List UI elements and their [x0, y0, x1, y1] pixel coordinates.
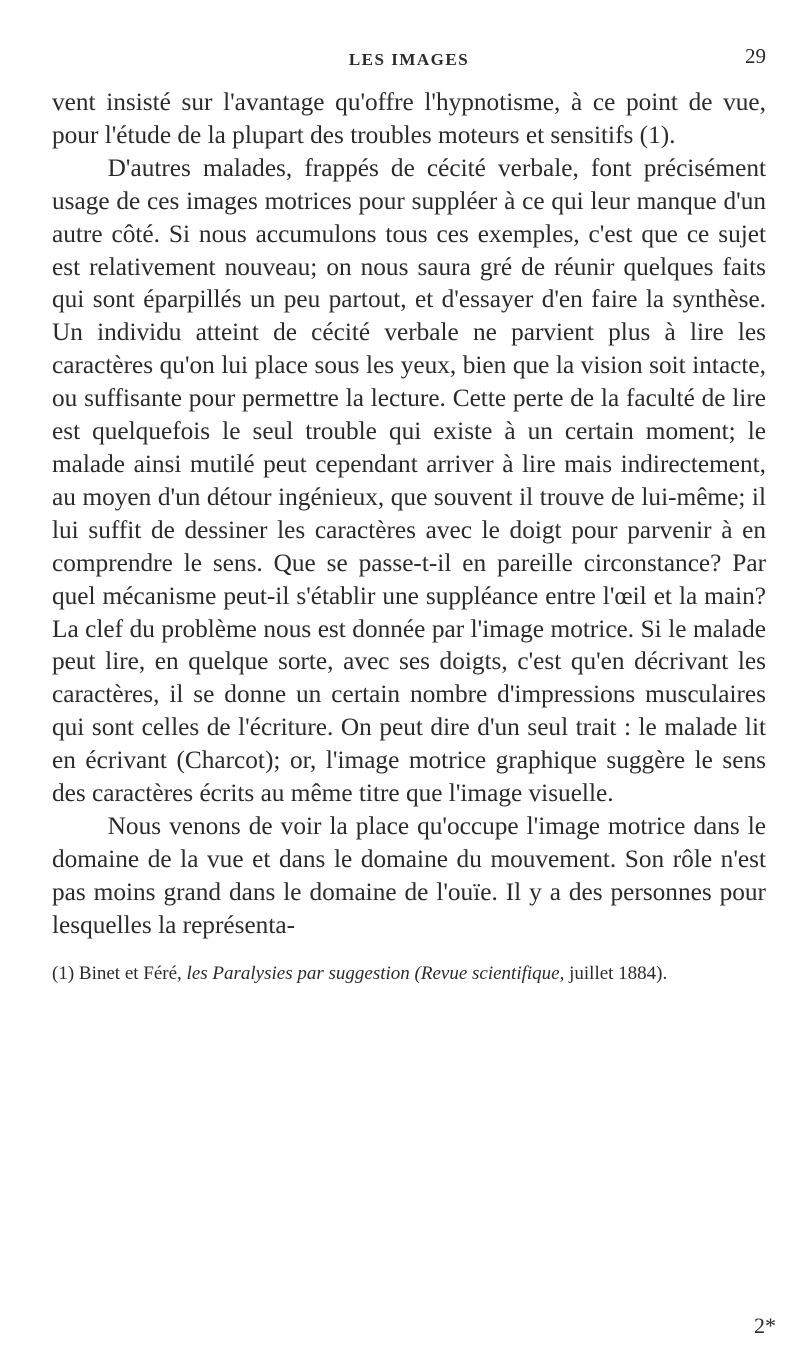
- body-text: [52, 86, 766, 942]
- paragraph-image-motrice: Nous venons de voir la place qu'occupe l'image motrice dans le domaine de la vue et dans le domaine du mouvement. Son rôle n'est pas moins grand dans le domaine de l'ouïe. Il y a des personnes pour lesquelles la représenta-: [52, 811, 766, 939]
- signature-mark: 2*: [754, 1313, 776, 1338]
- book-page: [52, 44, 766, 986]
- running-title: LES IMAGES: [348, 50, 470, 69]
- footnote: [52, 962, 766, 986]
- footnote-authors: Binet et Féré,: [78, 962, 182, 984]
- page-number: 29: [745, 44, 766, 68]
- paragraph-continuation: vent insisté sur l'avantage qu'offre l'hypnotisme, à ce point de vue, pour l'étude de la plupart des troubles moteurs et sensitifs (1).: [52, 88, 766, 149]
- footnote-work-title: les Paralysies par suggestion (Revue scientifique,: [186, 962, 565, 984]
- footnote-zone: [52, 962, 766, 986]
- running-header: [52, 44, 766, 80]
- footnote-marker: (1): [52, 962, 75, 984]
- paragraph-cecite-verbale: D'autres malades, frappés de cécité verbale, font précisément usage de ces images motrices pour suppléer à ce qui leur manque d'un autre côté. Si nous accumulons tous ces exemples, c'est que ce sujet est relativement nouveau; on nous saura gré de réunir quelques faits qui sont éparpillés un peu partout, et d'essayer d'en faire la synthèse. Un individu atteint de cécité verbale ne parvient plus à lire les caractères qu'on lui place sous les yeux, bien que la vision soit intacte, ou suffisante pour permettre la lecture. Cette perte de la faculté de lire est quelquefois le seul trouble qui existe à un certain moment; le malade ainsi mutilé peut cependant arriver à lire mais indirectement, au moyen d'un détour ingénieux, que souvent il trouve de lui-même; il lui suffit de dessiner les caractères avec le doigt pour parvenir à en comprendre le sens. Que se passe-t-il en pareille circonstance? Par quel mécanisme peut-il s'établir une suppléance entre l'œil et la main? La clef du problème nous est donnée par l'image motrice. Si le malade peut lire, en quelque sorte, avec ses doigts, c'est qu'en décrivant les caractères, il se donne un certain nombre d'impressions musculaires qui sont celles de l'écriture. On peut dire d'un seul trait : le malade lit en écrivant (Charcot); or, l'image motrice graphique suggère le sens des caractères écrits au même titre que l'image visuelle.: [52, 153, 766, 808]
- footnote-date: juillet 1884).: [569, 962, 668, 984]
